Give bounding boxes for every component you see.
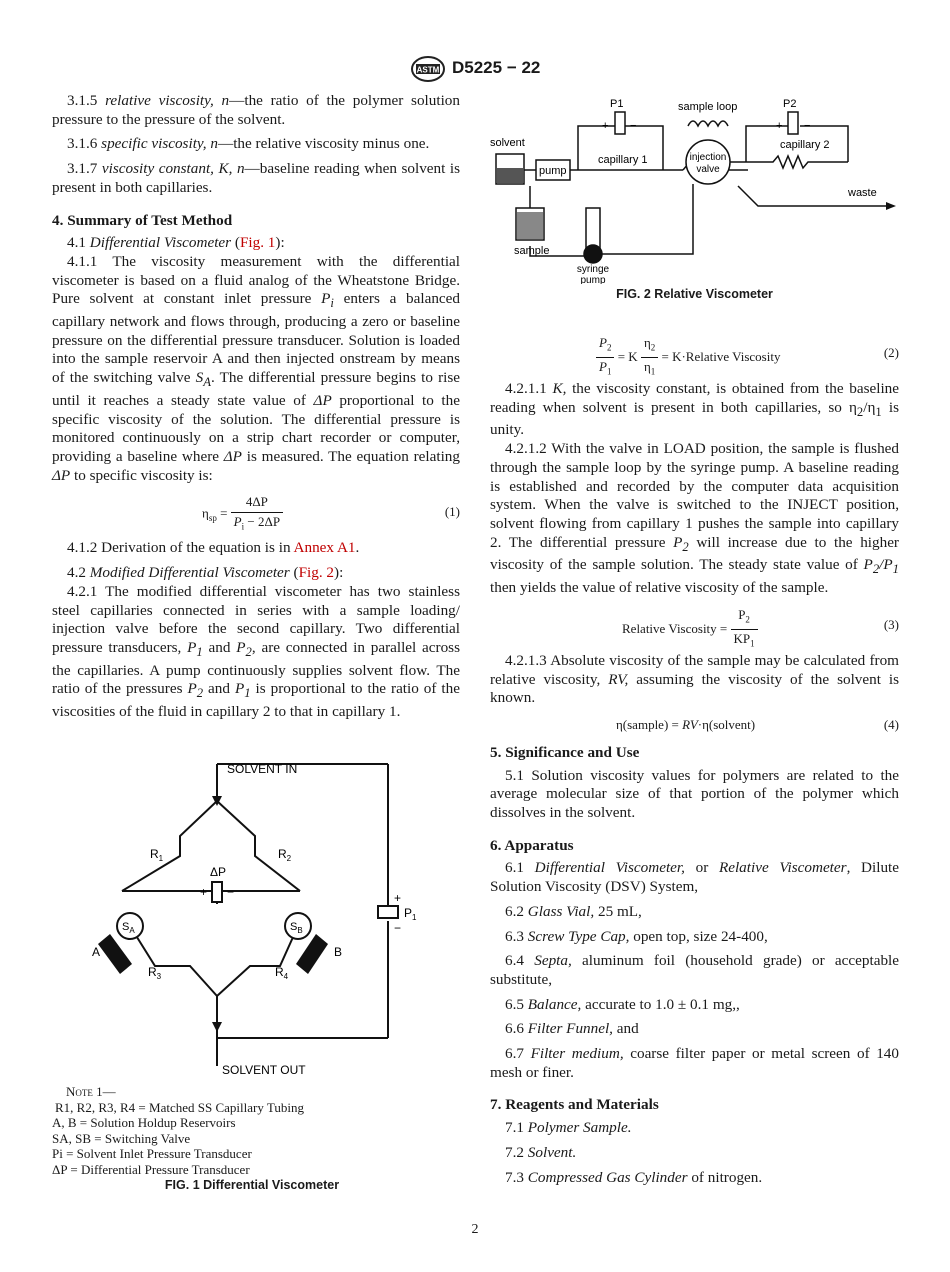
solvent-out-label: SOLVENT OUT [222,1063,306,1077]
para-7-1: 7.1 Polymer Sample. [505,1119,632,1137]
p2-transducer [788,112,798,134]
para-3-1-6: 3.1.6 specific viscosity, n—the relative viscosity minus one. [67,135,430,153]
right-column [490,326,899,1187]
r2-label: $R_2$ [278,847,292,863]
sample-label: sample [514,245,550,257]
page-header [0,56,950,84]
sb-label: $S_B$ [290,921,303,935]
para-7-2: 7.2 Solvent. [505,1143,577,1161]
para-4-1-1: 4.1.1 The viscosity measurement with the differential viscometer is based on a fluid analog of the Wheatstone Bridge. Pure solvent at constant inlet pressure $P_i$ enters a balanced capillary network and flows through, producing a zero or baseline pressure on the differential pressure transducer. Solution is loaded into the sample reservoir A and then injected onstream by means of the switching valve $S_A$. The differential pressure begins to rise until it reaches a steady state value of ΔP proportional to the specific viscosity of the solution. The differential pressure is monitored continuously on a strip chart recorder or computer, providing a baseline where ΔP is measured. The equation relating ΔP to specific viscosity is: [52,252,461,484]
note-line-2: A, B = Solution Holdup Reservoirs [52,1115,236,1130]
valve-label: valve [696,164,720,175]
capillary-1-label: capillary 1 [598,154,648,166]
reservoir-a-label: A [92,945,101,959]
syringe-to-valve [600,184,693,254]
equation-number: (3) [883,616,899,632]
para-4-2: 4.2 Modified Differential Viscometer (Fig. 2): [67,564,344,582]
p1-label: $P_1$ [404,906,417,922]
capillary-2 [758,156,828,168]
fig1-link[interactable]: Fig. 1 [239,234,276,252]
para-4-2-1: 4.2.1 The modified differential viscometer has two stainless steel capillaries connected in series with a sample loading/ injection valve before the second capillary. Two differential pressure transducers, $P_1$ and $P_2$, are connected in parallel across the capillaries. A pump continuously supplies solvent flow. The ratio of the pressures $P_2$ and $P_1$ is proportional to the ratio of the viscosities of the fluid in capillary 2 to that in capillary 1. [52,582,461,721]
para-3-1-7: 3.1.7 viscosity constant, K, n—baseline reading when solvent is present in both capillaries. [52,160,461,196]
para-3-1-5: 3.1.5 relative viscosity, n—the ratio of the polymer solution pressure to the pressure of the solvent. [52,92,460,128]
p1-transducer [615,112,625,134]
figure-1-diagram [60,756,440,1082]
note-title: Note 1— [66,1084,116,1099]
equation-number: (4) [883,716,899,732]
r3-label: $R_3$ [148,965,162,981]
p1-plus-label: + [394,891,402,905]
syringe-pump-label: pump [580,275,606,284]
sample-loop-label: sample loop [678,101,738,113]
para-7-3: 7.3 Compressed Gas Cylinder of nitrogen. [505,1168,763,1186]
r1-pipe [122,801,217,891]
p1-transducer [378,906,398,918]
equation-4: η(sample) = RV·η(solvent) (4) [490,714,899,736]
p2-minus: − [804,120,811,132]
p1-plus: + [602,120,609,132]
equation-2: $\frac{P_2}{P_1}$ = K $\frac{\eta_2}{\eta_1}$ = K·Relative Viscosity (2) [490,332,899,372]
outlet-arrow [212,1022,222,1032]
solvent-fill [497,168,523,183]
logo-text: ASTM [416,65,440,75]
fig2-link[interactable]: Fig. 2 [298,564,335,582]
sample-fill [517,212,543,239]
document-id: D5225 − 22 [452,58,541,77]
dp-label: ΔP [210,865,227,879]
para-6-3: 6.3 Screw Type Cap, open top, size 24-400, [505,927,768,945]
equation-number: (2) [883,345,899,360]
equation-number: (1) [444,504,460,520]
para-5-1: 5.1 Solution viscosity values for polymers are related to the average molecular size of that portion of the polymer which dissolves in the solvent. [490,766,899,822]
section-7-title: 7. Reagents and Materials [490,1096,659,1114]
note-line-4: Pi = Solvent Inlet Pressure Transducer [52,1146,252,1161]
syringe-label: syringe [576,264,610,275]
para-6-7: 6.7 Filter medium, coarse filter paper or metal screen of 140 mesh or finer. [490,1045,899,1081]
r4-label: $R_4$ [275,965,289,981]
figure-1-note [52,1084,452,1177]
r1-label: $R_1$ [150,847,164,863]
figure-2-caption: FIG. 2 Relative Viscometer [616,287,773,301]
para-6-5: 6.5 Balance, accurate to 1.0 ± 0.1 mg,, [505,995,740,1013]
p1-minus-label: − [394,921,402,935]
sample-loop [688,121,728,126]
p2-plus: + [776,120,783,132]
annex-a1-link[interactable]: Annex A1 [293,539,356,557]
reservoir-a [98,934,132,974]
dp-transducer [212,882,222,902]
note-line-3: SA, SB = Switching Valve [52,1130,191,1146]
syringe-barrel [586,208,600,250]
solvent-in-label: SOLVENT IN [227,762,298,776]
figure-1-caption: FIG. 1 Differential Viscometer [164,1178,340,1192]
para-6-1: 6.1 Differential Viscometer, or Relative Viscometer, Dilute Solution Viscosity (DSV) System, [490,859,899,896]
para-6-4: 6.4 Septa, aluminum foil (household grade) or acceptable substitute, [490,952,900,988]
para-6-6: 6.6 Filter Funnel, and [505,1020,639,1038]
r2-pipe [217,801,300,891]
solvent-label: solvent [490,137,525,149]
reservoir-b [296,934,328,974]
waste-label: waste [848,187,877,199]
para-4-2-1-1: 4.2.1.1 K, the viscosity constant, is obtained from the baseline reading when solvent is present in both capillaries, so $\eta_2/\eta_1$ is unity. [490,380,900,439]
note-line-1: R1, R2, R3, R4 = Matched SS Capillary Tubing [55,1099,304,1115]
reservoir-b-label: B [334,945,343,959]
equation-1: $\eta_{sp}$ = $\frac{4\Delta P}{P_i - 2\Delta P}$ (1) [202,494,460,532]
para-6-2: 6.2 Glass Vial, 25 mL, [505,902,642,920]
p2-label: P2 [783,98,797,110]
para-4-2-1-2: 4.2.1.2 With the valve in LOAD position, the sample is flushed through the sample loop by the syringe pump. A baseline reading is established and recorded by the computer data acquisition system. When the valve is switched to the INJECT position, solvent flowing from capillary 1 pushes the sample into capillary 2. The differential pressure $P_2$ will increase due to the higher viscosity of the sample solution. The steady state value of $P_2/P_1$ then yields the value of relative viscosity of the sample. [490,440,899,597]
left-column [52,92,460,722]
syringe-pump [584,245,602,263]
r3-pipe [130,926,217,996]
note-line-5: ΔP = Differential Pressure Transducer [52,1161,250,1177]
section-5-title: 5. Significance and Use [490,743,640,761]
astm-logo-icon [410,56,446,82]
capillary-2-label: capillary 2 [780,139,830,151]
para-4-1: 4.1 Differential Viscometer (Fig. 1): [67,234,285,252]
injection-label: injection [689,152,727,163]
section-6-title: 6. Apparatus [490,836,574,854]
page-number: 2 [471,1222,479,1237]
para-4-1-2: 4.1.2 Derivation of the equation is in Annex A1. [67,539,360,557]
section-4-title: 4. Summary of Test Method [52,211,233,229]
para-4-2-1-3: 4.2.1.3 Absolute viscosity of the sample may be calculated from relative viscosity, RV, assuming the viscosity of the solvent is known. [490,651,899,707]
figure-2-diagram [488,96,900,284]
dp-minus-label: − [227,885,235,899]
p1-minus: − [630,120,637,132]
equation-3: Relative Viscosity = $\frac{P_2}{KP_1}$ (3) [622,606,899,649]
pump-label: pump [539,165,567,177]
sa-label: $S_A$ [122,921,135,935]
p1-label: P1 [610,98,624,110]
r4-pipe [217,926,298,996]
waste-arrow [886,202,896,210]
dp-plus-label: + [200,885,208,899]
